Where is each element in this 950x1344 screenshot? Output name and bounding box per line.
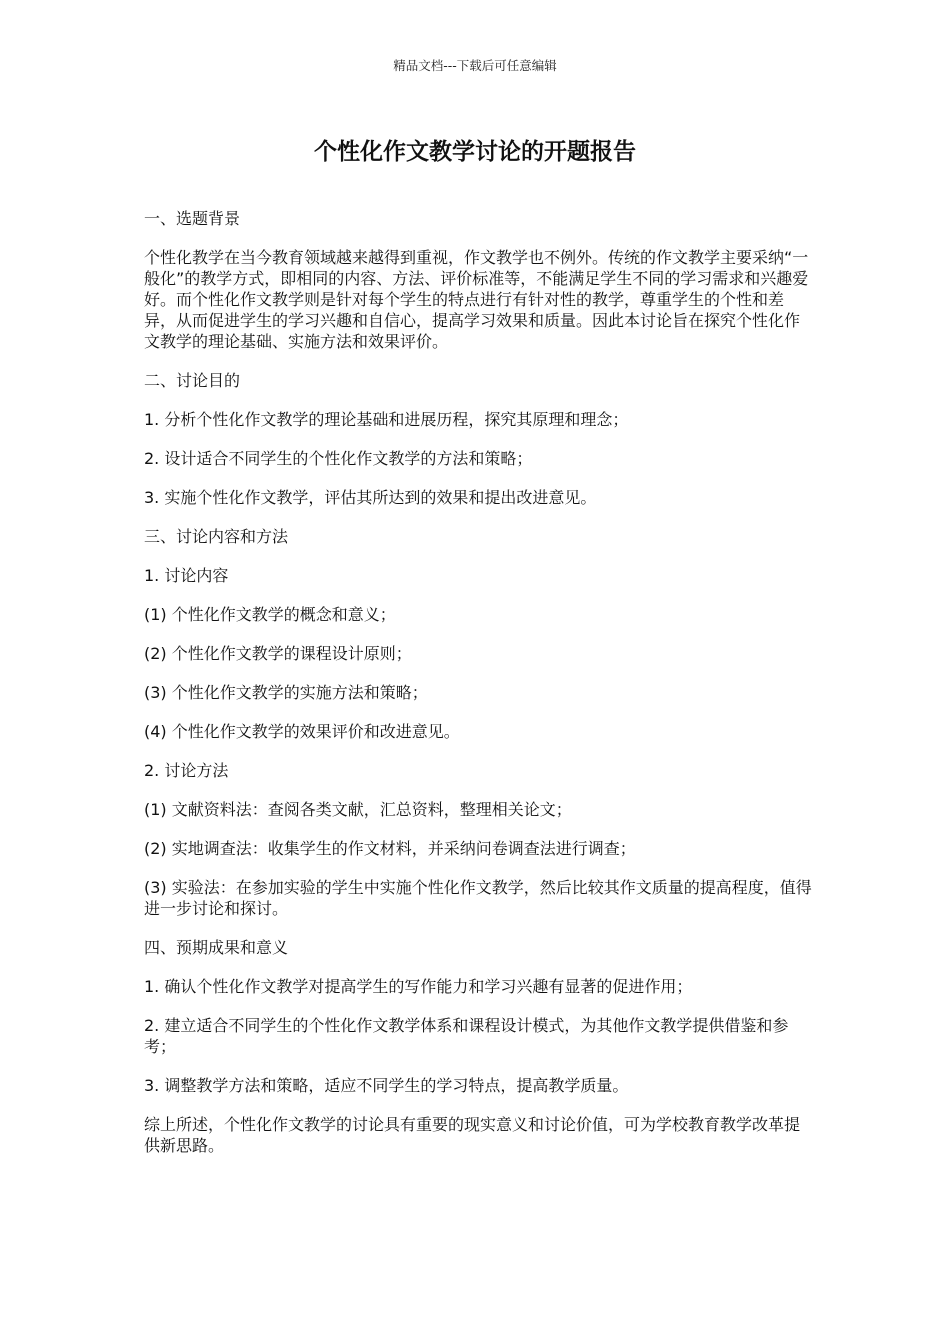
content-item: (3) 个性化作文教学的实施方法和策略； xyxy=(144,683,428,702)
subsection-heading-content: 1. 讨论内容 xyxy=(144,566,229,585)
page-header-note: 精品文档---下载后可任意编辑 xyxy=(393,58,557,73)
method-item: (1) 文献资料法：查阅各类文献，汇总资料，整理相关论文； xyxy=(144,800,572,819)
content-item: (2) 个性化作文教学的课程设计原则； xyxy=(144,644,412,663)
content-item: (1) 个性化作文教学的概念和意义； xyxy=(144,605,396,624)
outcome-item: 3. 调整教学方法和策略，适应不同学生的学习特点，提高教学质量。 xyxy=(144,1076,629,1095)
content-item: (4) 个性化作文教学的效果评价和改进意见。 xyxy=(144,722,460,741)
section-heading-purpose: 二、讨论目的 xyxy=(144,371,241,390)
conclusion-paragraph: 综上所述，个性化作文教学的讨论具有重要的现实意义和讨论价值，可为学校教育教学改革提供新思路。 xyxy=(144,1115,801,1155)
subsection-heading-methods: 2. 讨论方法 xyxy=(144,761,229,780)
purpose-item: 3. 实施个性化作文教学，评估其所达到的效果和提出改进意见。 xyxy=(144,488,597,507)
outcome-item: 1. 确认个性化作文教学对提高学生的写作能力和学习兴趣有显著的促进作用； xyxy=(144,977,693,996)
purpose-item: 2. 设计适合不同学生的个性化作文教学的方法和策略； xyxy=(144,449,533,468)
background-paragraph: 个性化教学在当今教育领域越来越得到重视，作文教学也不例外。传统的作文教学主要采纳“一般化”的教学方式，即相同的内容、方法、评价标准等，不能满足学生不同的学习需求和兴趣爱好。而个性化作文教学则是针对每个学生的特点进行有针对性的教学，尊重学生的个性和差异，从而促进学生的学习兴趣和自信心，提高学习效果和质量。因此本讨论旨在探究个性化作文教学的理论基础、实施方法和效果评价。 xyxy=(144,248,809,351)
outcome-item: 2. 建立适合不同学生的个性化作文教学体系和课程设计模式，为其他作文教学提供借鉴和参考； xyxy=(144,1016,789,1056)
purpose-item: 1. 分析个性化作文教学的理论基础和进展历程，探究其原理和理念； xyxy=(144,410,629,429)
section-heading-background: 一、选题背景 xyxy=(144,209,241,228)
method-item: (3) 实验法：在参加实验的学生中实施个性化作文教学，然后比较其作文质量的提高程度，值得进一步讨论和探讨。 xyxy=(144,878,812,918)
document-body xyxy=(144,208,812,1174)
method-item: (2) 实地调查法：收集学生的作文材料，并采纳问卷调查法进行调查； xyxy=(144,839,636,858)
section-heading-content-methods: 三、讨论内容和方法 xyxy=(144,527,289,546)
section-heading-outcomes: 四、预期成果和意义 xyxy=(144,938,289,957)
document-title: 个性化作文教学讨论的开题报告 xyxy=(314,139,636,165)
